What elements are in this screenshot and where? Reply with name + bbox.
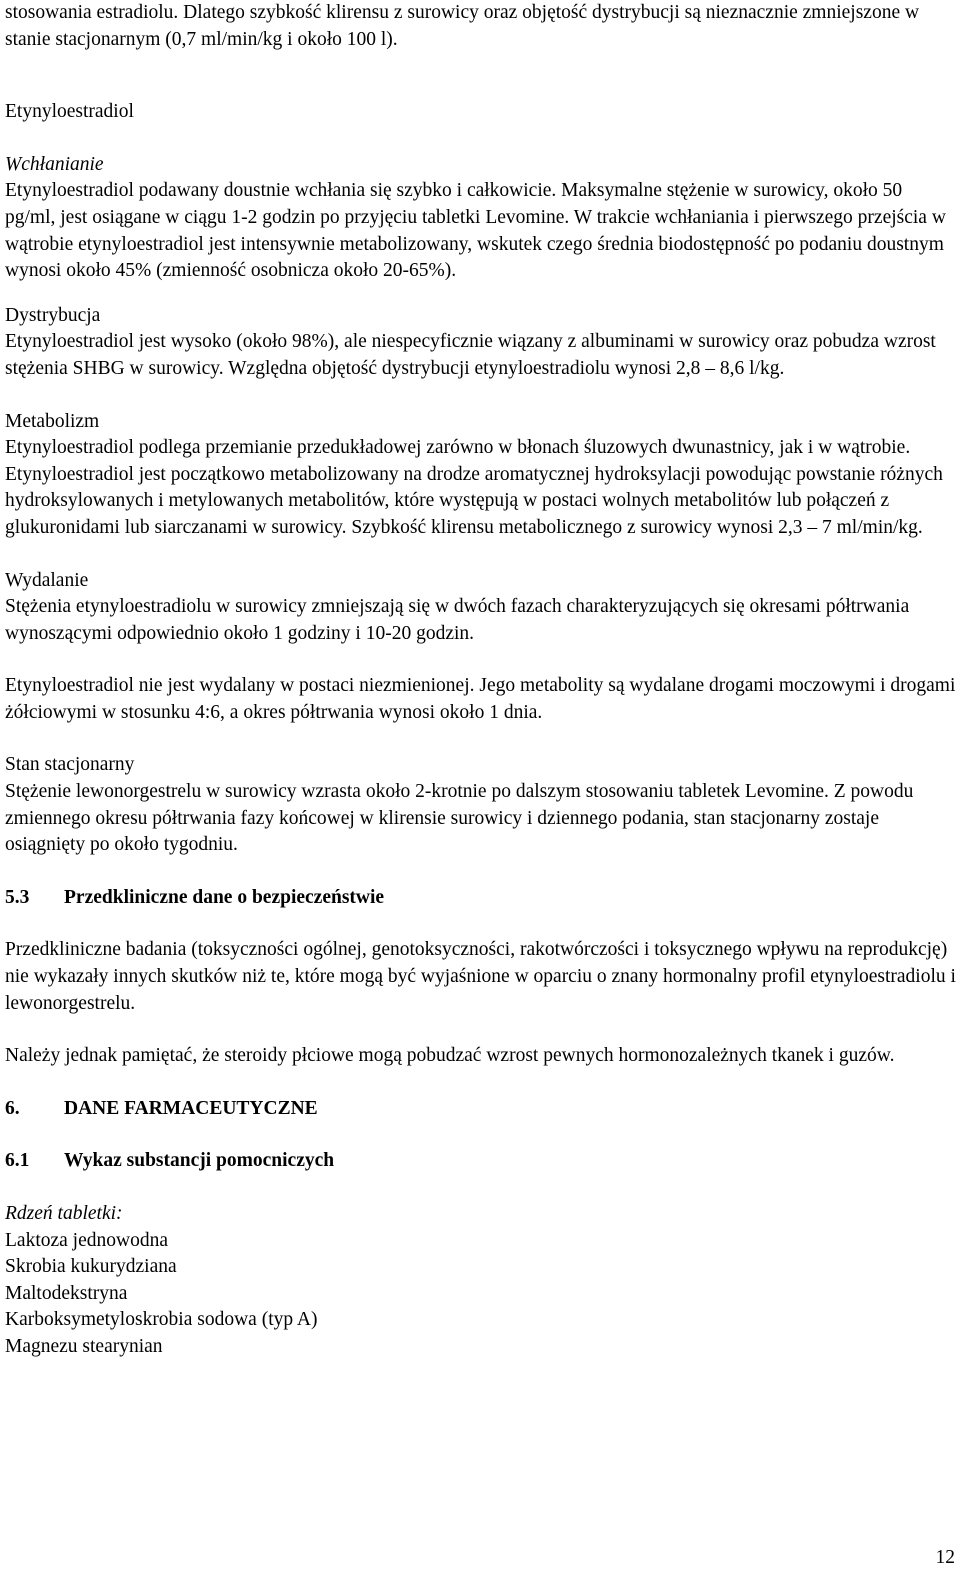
list-item: Laktoza jednowodna [5,1229,168,1251]
elimination-label: Wydalanie [5,569,89,591]
distribution-label: Dystrybucja [5,304,101,326]
preclinical-text-1: Przedkliniczne badania (toksyczności ogólnej, genotoksyczności, rakotwórczości i toksycznego wpływu na reprodukcję) nie wykazały innych skutków niż te, które mogą być wyjaśnione w oparciu o znany hormonalny profil etynyloestradiolu i lewonorgestrelu. [5,939,956,1014]
section-number: 5.3 [5,886,30,908]
excipient-list [5,1228,957,1361]
steady-state-label: Stan stacjonarny [5,754,135,776]
absorption-label: Wchłanianie [5,153,104,175]
spacer [5,53,957,99]
spacer [5,1175,957,1201]
elimination-text-2: Etynyloestradiol nie jest wydalany w postaci niezmienionej. Jego metabolity są wydalane drogami moczowymi i drogami żółciowymi w stosunku 4:6, a okres półtrwania wynosi około 1 dnia. [5,675,956,723]
section-title: DANE FARMACEUTYCZNE [64,1097,318,1119]
absorption-text: Etynyloestradiol podawany doustnie wchłania się szybko i całkowicie. Maksymalne stężenie w surowicy, około 50 pg/ml, jest osiągane w ciągu 1-2 godzin po przyjęciu tabletki Levomine. W trakcie wchłaniania i pierwszego przejścia w wątrobie etynyloestradiol jest intensywnie metabolizowany, wskutek czego średnia biodostępność po podaniu doustnym wynosi około 45% (zmienność osobnicza około 20-65%). [5,180,946,282]
section-5-3-heading [5,885,957,912]
tablet-core-label: Rdzeń tabletki: [5,1203,123,1224]
list-item: Maltodekstryna [5,1282,128,1304]
spacer [5,126,957,152]
list-item: Karboksymetyloskrobia sodowa (typ A) [5,1309,318,1331]
spacer [5,1070,957,1096]
elimination-text-1: Stężenia etynyloestradiolu w surowicy zmniejszają się w dwóch fazach charakteryzujących się okresami półtrwania wynoszącymi odpowiednio około 1 godziny i 10-20 godzin. [5,596,910,644]
preclinical-text-2: Należy jednak pamiętać, że steroidy płciowe mogą pobudzać wzrost pewnych hormonozależnych tkanek i guzów. [5,1045,895,1067]
ethinyl-title: Etynyloestradiol [5,101,134,123]
document-page [5,0,957,1361]
spacer [5,726,957,752]
section-number: 6. [5,1097,20,1119]
section-title: Wykaz substancji pomocniczych [64,1150,335,1172]
spacer [5,542,957,568]
list-item: Skrobia kukurydziana [5,1256,177,1278]
section-number: 6.1 [5,1150,30,1172]
spacer [5,859,957,885]
metabolism-label: Metabolizm [5,410,100,432]
page-number: 12 [935,1547,955,1568]
spacer [5,1122,957,1148]
metabolism-text: Etynyloestradiol podlega przemianie przedukładowej zarówno w błonach śluzowych dwunastnicy, jak i w wątrobie. Etynyloestradiol jest początkowo metabolizowany na drodze aromatycznej hydroksylacji powodując powstanie różnych hydroksylowanych i metylowanych metabolitów, które występują w postaci wolnych metabolitów lub połączeń z glukuronidami lub siarczanami w surowicy. Szybkość klirensu metabolicznego z surowicy wynosi 2,3 – 7 ml/min/kg. [5,437,943,538]
steady-state-text: Stężenie lewonorgestrelu w surowicy wzrasta około 2-krotnie po dalszym stosowaniu tabletek Levomine. Z powodu zmiennego okresu półtrwania fazy końcowej w klirensie surowicy i dziennego podania, stan stacjonarny zostaje osiągnięty po około tygodniu. [5,781,914,856]
section-6-1-heading [5,1148,957,1175]
section-title: Przedkliniczne dane o bezpieczeństwie [64,886,385,908]
intro-paragraph: stosowania estradiolu. Dlatego szybkość klirensu z surowicy oraz objętość dystrybucji są nieznacznie zmniejszone w stanie stacjonarnym (0,7 ml/min/kg i około 100 l). [5,2,920,50]
list-item: Magnezu stearynian [5,1335,163,1357]
section-6-heading [5,1096,957,1123]
spacer [5,647,957,673]
spacer [5,911,957,937]
spacer [5,383,957,409]
distribution-text: Etynyloestradiol jest wysoko (około 98%), ale niespecyficznie wiązany z albuminami w surowicy oraz pobudza wzrost stężenia SHBG w surowicy. Względna objętość dystrybucji etynyloestradiolu wynosi 2,8 – 8,6 l/kg. [5,331,936,379]
spacer [5,1017,957,1043]
